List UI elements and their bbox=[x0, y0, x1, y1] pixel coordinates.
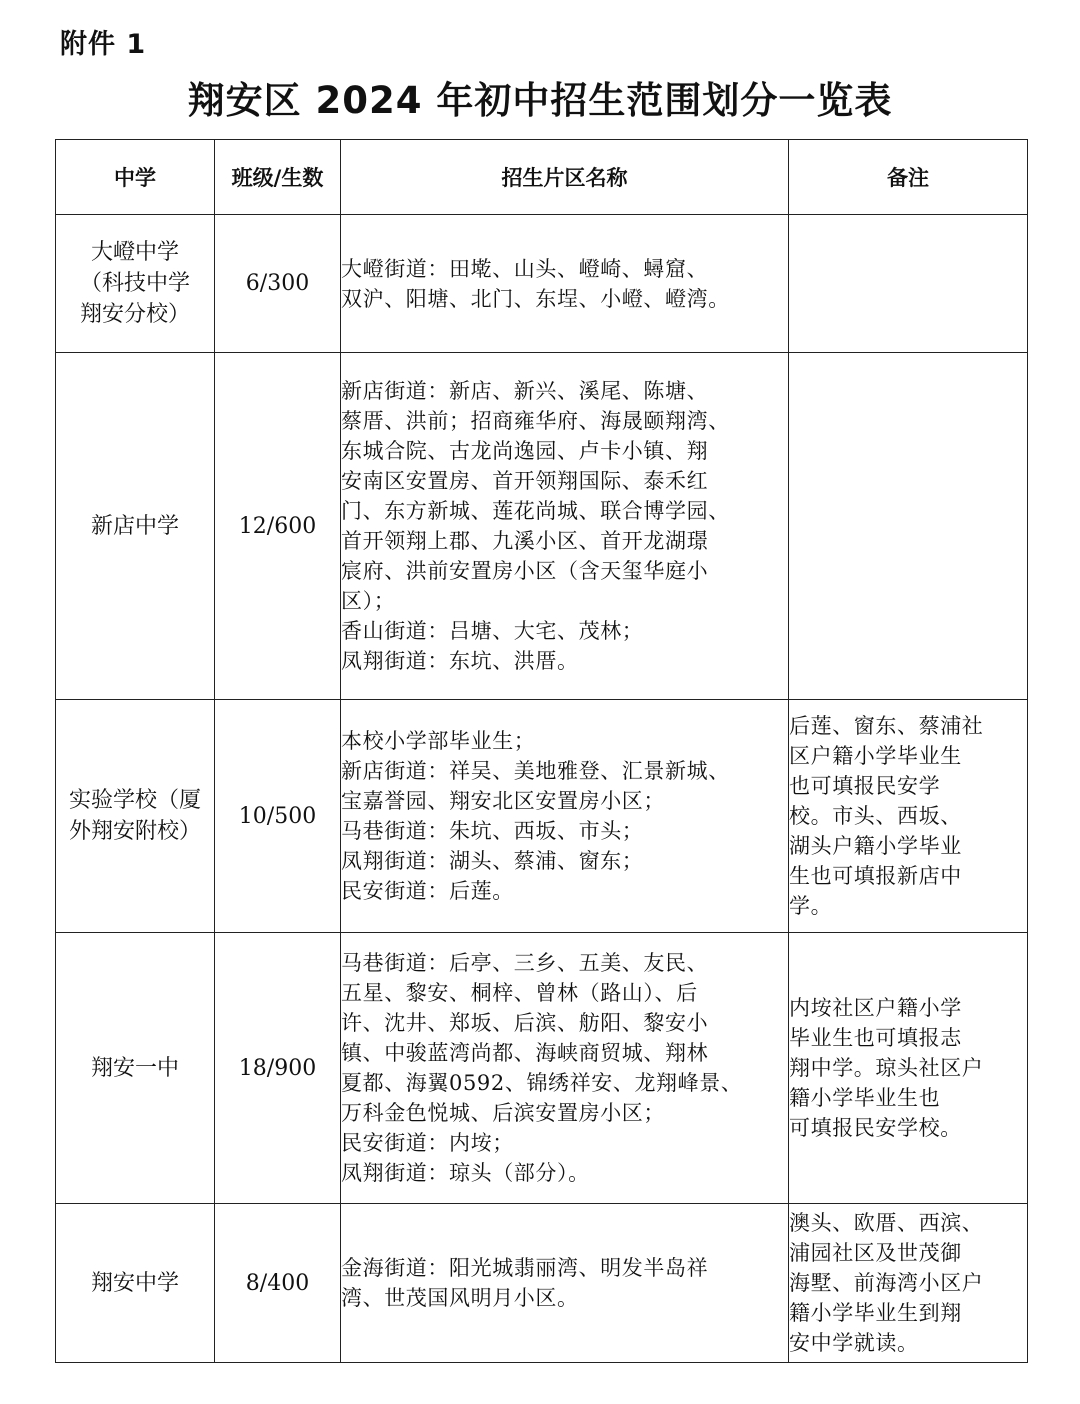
enrollment-areas: 大嶝街道：田墘、山头、嶝崎、蟳窟、 双沪、阳塘、北门、东埕、小嶝、嶝湾。 bbox=[341, 215, 789, 353]
header-areas: 招生片区名称 bbox=[341, 140, 789, 215]
table-row bbox=[56, 1204, 1028, 1363]
table-row bbox=[56, 353, 1028, 700]
header-classes: 班级/生数 bbox=[215, 140, 341, 215]
enrollment-range-table bbox=[55, 139, 1028, 1363]
remarks bbox=[789, 353, 1028, 700]
attachment-label: 附件 1 bbox=[60, 29, 147, 60]
enrollment-areas: 马巷街道：后亭、三乡、五美、友民、 五星、黎安、桐梓、曾林（路山）、后 许、沈井、郑坂、后滨、舫阳、黎安小 镇、中骏蓝湾尚都、海峡商贸城、翔林 夏都、海翼0592、锦绣祥安、龙翔峰景、 万科金色悦城、后滨安置房小区； 民安街道：内垵； 凤翔街道：琼头（部分）。 bbox=[341, 933, 789, 1204]
table-row bbox=[56, 933, 1028, 1204]
enrollment-areas: 新店街道：新店、新兴、溪尾、陈塘、 蔡厝、洪前；招商雍华府、海晟颐翔湾、 东城合院、古龙尚逸园、卢卡小镇、翔 安南区安置房、首开领翔国际、泰禾红 门、东方新城、莲花尚城、联合博学园、 首开领翔上郡、九溪小区、首开龙湖璟 宸府、洪前安置房小区（含天玺华庭小 区）； 香山街道：吕塘、大宅、茂林； 凤翔街道：东坑、洪厝。 bbox=[341, 353, 789, 700]
school-name: 大嶝中学 （科技中学 翔安分校） bbox=[56, 215, 215, 353]
class-count: 6/300 bbox=[215, 215, 341, 353]
school-name: 实验学校（厦 外翔安附校） bbox=[56, 700, 215, 933]
remarks: 澳头、欧厝、西滨、 浦园社区及世茂御 海墅、前海湾小区户 籍小学毕业生到翔 安中学就读。 bbox=[789, 1204, 1028, 1363]
header-school: 中学 bbox=[56, 140, 215, 215]
enrollment-areas: 金海街道：阳光城翡丽湾、明发半岛祥 湾、世茂国风明月小区。 bbox=[341, 1204, 789, 1363]
class-count: 12/600 bbox=[215, 353, 341, 700]
school-name: 新店中学 bbox=[56, 353, 215, 700]
enrollment-areas: 本校小学部毕业生； 新店街道：祥吴、美地雅登、汇景新城、 宝嘉誉园、翔安北区安置房小区； 马巷街道：朱坑、西坂、市头； 凤翔街道：湖头、蔡浦、窗东； 民安街道：后莲。 bbox=[341, 700, 789, 933]
school-name: 翔安一中 bbox=[56, 933, 215, 1204]
class-count: 18/900 bbox=[215, 933, 341, 1204]
header-notes: 备注 bbox=[789, 140, 1028, 215]
table-row bbox=[56, 215, 1028, 353]
remarks: 后莲、窗东、蔡浦社 区户籍小学毕业生 也可填报民安学 校。市头、西坂、 湖头户籍小学毕业 生也可填报新店中 学。 bbox=[789, 700, 1028, 933]
class-count: 10/500 bbox=[215, 700, 341, 933]
remarks bbox=[789, 215, 1028, 353]
header-row bbox=[56, 140, 1028, 215]
remarks: 内垵社区户籍小学 毕业生也可填报志 翔中学。琼头社区户 籍小学毕业生也 可填报民安学校。 bbox=[789, 933, 1028, 1204]
class-count: 8/400 bbox=[215, 1204, 341, 1363]
document-title: 翔安区 2024 年初中招生范围划分一览表 bbox=[187, 79, 893, 122]
school-name: 翔安中学 bbox=[56, 1204, 215, 1363]
table-row bbox=[56, 700, 1028, 933]
